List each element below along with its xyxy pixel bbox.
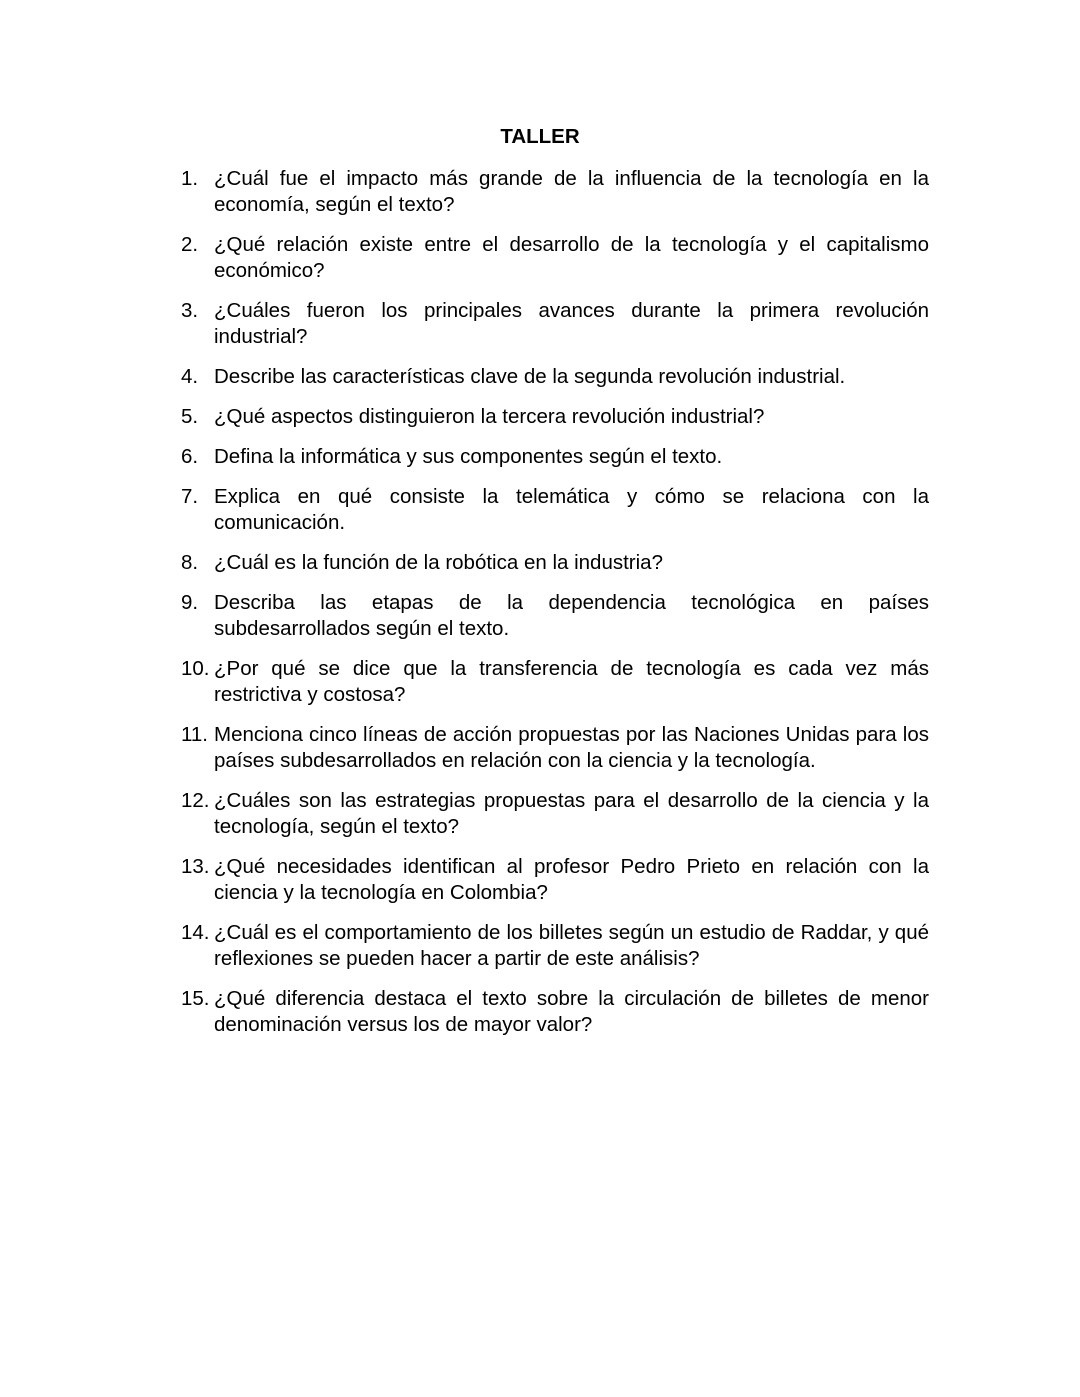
question-item (181, 484, 929, 536)
question-item (181, 788, 929, 840)
question-text: Menciona cinco líneas de acción propuestas por las Naciones Unidas para los países subdesarrollados en relación con la ciencia y la tecnología. (214, 723, 929, 772)
question-number: 15. (181, 987, 210, 1010)
question-number: 7. (181, 485, 199, 508)
question-item (181, 550, 929, 576)
question-number: 6. (181, 445, 199, 468)
question-number: 13. (181, 855, 210, 878)
question-item (181, 364, 929, 390)
question-item (181, 298, 929, 350)
question-number: 11. (181, 723, 208, 746)
question-item (181, 722, 929, 774)
question-text: ¿Qué relación existe entre el desarrollo de la tecnología y el capitalismo económico? (214, 233, 929, 282)
question-item (181, 854, 929, 906)
question-number: 2. (181, 233, 199, 256)
question-number: 9. (181, 591, 199, 614)
question-text: Describa las etapas de la dependencia tecnológica en países subdesarrollados según el texto. (214, 591, 929, 640)
question-item (181, 986, 929, 1038)
question-number: 10. (181, 657, 210, 680)
question-number: 14. (181, 921, 210, 944)
question-item (181, 404, 929, 430)
question-number: 3. (181, 299, 199, 322)
question-item (181, 232, 929, 284)
question-text: Explica en qué consiste la telemática y cómo se relaciona con la comunicación. (214, 485, 929, 534)
page-title: TALLER (500, 125, 580, 148)
question-text: Describe las características clave de la segunda revolución industrial. (214, 365, 846, 388)
question-text: ¿Qué diferencia destaca el texto sobre la circulación de billetes de menor denominación versus los de mayor valor? (214, 987, 929, 1036)
question-text: Defina la informática y sus componentes según el texto. (214, 445, 723, 468)
question-number: 5. (181, 405, 199, 428)
question-list (181, 166, 929, 1052)
question-text: ¿Cuál es la función de la robótica en la industria? (214, 551, 663, 574)
question-number: 4. (181, 365, 199, 388)
question-text: ¿Cuáles fueron los principales avances durante la primera revolución industrial? (214, 299, 929, 348)
question-item (181, 920, 929, 972)
question-text: ¿Por qué se dice que la transferencia de tecnología es cada vez más restrictiva y costosa? (214, 657, 929, 706)
question-number: 1. (181, 167, 199, 190)
question-text: ¿Cuál fue el impacto más grande de la influencia de la tecnología en la economía, según el texto? (214, 167, 929, 216)
question-text: ¿Qué aspectos distinguieron la tercera revolución industrial? (214, 405, 765, 428)
question-number: 8. (181, 551, 199, 574)
question-number: 12. (181, 789, 210, 812)
question-text: ¿Cuál es el comportamiento de los billetes según un estudio de Raddar, y qué reflexiones se pueden hacer a partir de este análisis? (214, 921, 929, 970)
question-text: ¿Qué necesidades identifican al profesor Pedro Prieto en relación con la ciencia y la tecnología en Colombia? (214, 855, 929, 904)
question-item (181, 166, 929, 218)
question-item (181, 444, 929, 470)
question-item (181, 656, 929, 708)
question-text: ¿Cuáles son las estrategias propuestas para el desarrollo de la ciencia y la tecnología, según el texto? (214, 789, 929, 838)
question-item (181, 590, 929, 642)
